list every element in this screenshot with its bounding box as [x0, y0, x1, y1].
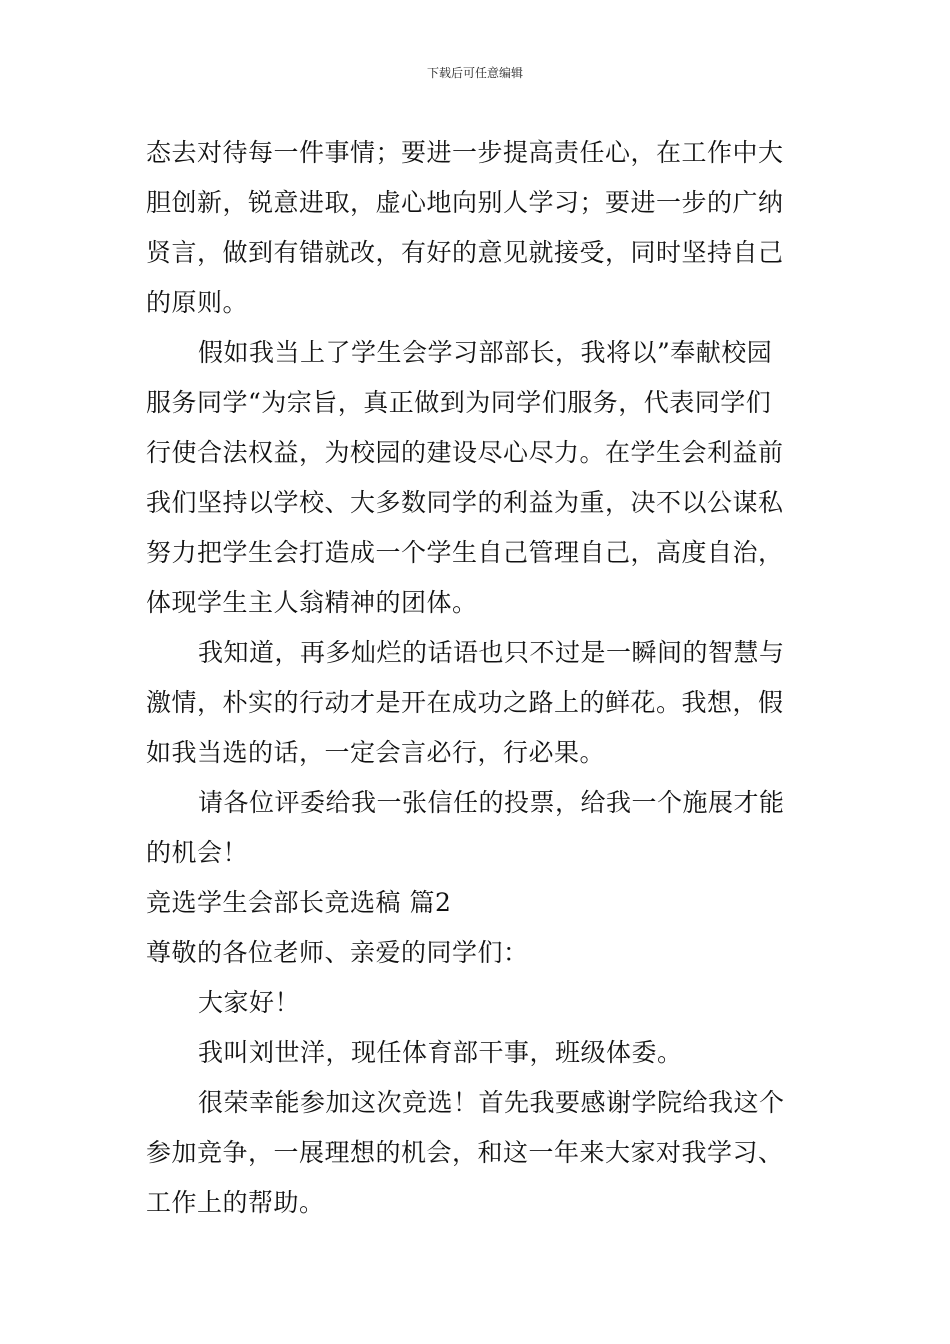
paragraph-line: 激情，朴实的行动才是开在成功之路上的鲜花。我想，假: [146, 688, 784, 717]
paragraph-line: 的原则。: [146, 288, 249, 317]
paragraph-line: 工作上的帮助。: [146, 1188, 325, 1217]
document-body: [146, 128, 811, 1228]
paragraph-line: 体现学生主人翁精神的团体。: [146, 588, 478, 617]
paragraph-line: 我叫刘世洋，现任体育部干事，班级体委。: [198, 1038, 683, 1067]
paragraph-line: 努力把学生会打造成一个学生自己管理自己，高度自治，: [146, 538, 784, 567]
greeting: 大家好！: [198, 988, 301, 1017]
paragraph-line: 我们坚持以学校、大多数同学的利益为重，决不以公谋私: [146, 488, 784, 517]
section-title: 竞选学生会部长竞选稿 篇2: [146, 888, 452, 917]
page-header-note: 下载后可任意编辑: [426, 66, 523, 80]
paragraph-line: 贤言，做到有错就改，有好的意见就接受，同时坚持自己: [146, 238, 784, 267]
paragraph-line: 的机会！: [146, 838, 249, 867]
paragraph-line: 很荣幸能参加这次竞选！首先我要感谢学院给我这个: [198, 1088, 785, 1117]
paragraph-line: 请各位评委给我一张信任的投票，给我一个施展才能: [198, 788, 785, 817]
paragraph-line: 假如我当上了学生会学习部部长，我将以”奉献校园: [198, 338, 773, 367]
paragraph-line: 参加竞争，一展理想的机会，和这一年来大家对我学习、: [146, 1138, 784, 1167]
paragraph-line: 胆创新，锐意进取，虚心地向别人学习；要进一步的广纳: [146, 188, 784, 217]
salutation: 尊敬的各位老师、亲爱的同学们：: [146, 938, 529, 967]
paragraph-line: 态去对待每一件事情；要进一步提高责任心，在工作中大: [146, 138, 784, 167]
paragraph-line: 行使合法权益，为校园的建设尽心尽力。在学生会利益前: [146, 438, 784, 467]
paragraph-line: 服务同学“为宗旨，真正做到为同学们服务，代表同学们: [146, 388, 772, 417]
paragraph-line: 如我当选的话，一定会言必行，行必果。: [146, 738, 606, 767]
paragraph-line: 我知道，再多灿烂的话语也只不过是一瞬间的智慧与: [198, 638, 785, 667]
